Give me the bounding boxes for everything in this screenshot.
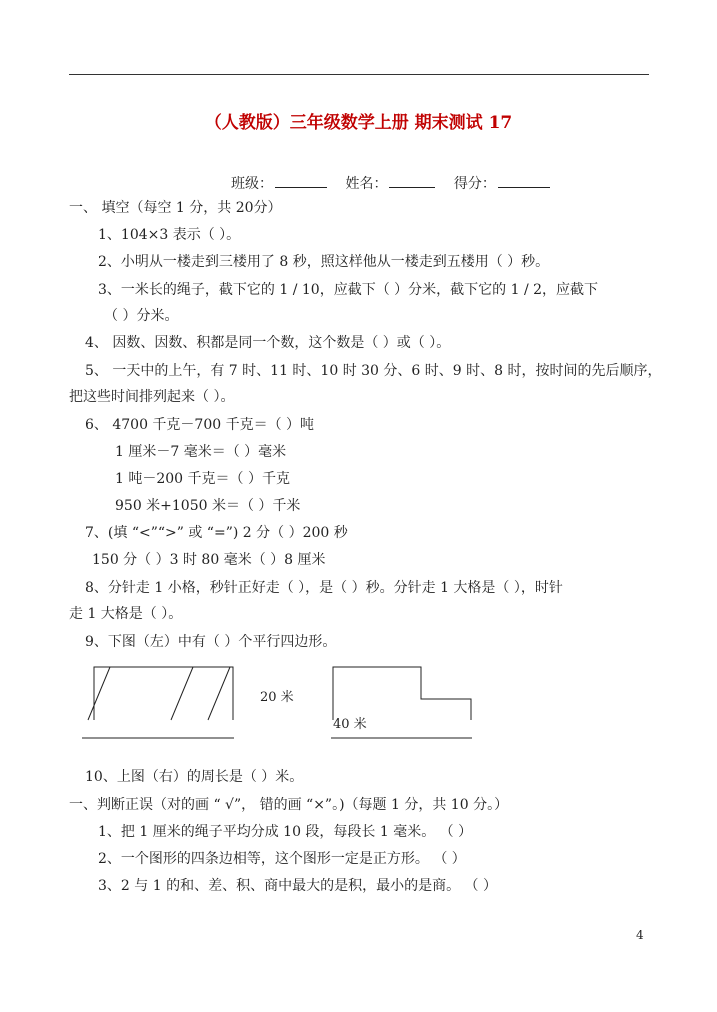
question-9-figures bbox=[80, 660, 480, 754]
question-5-line2: 把这些时间排列起来（ ）。 bbox=[69, 389, 235, 405]
figures-svg bbox=[80, 660, 480, 750]
section1-heading: 一、 填空（每空 1 分，共 20分） bbox=[69, 200, 282, 216]
question-6-line2: 1 厘米－7 毫米＝（ ）毫米 bbox=[115, 444, 287, 460]
score-label: 得分： bbox=[453, 176, 496, 192]
label-20m: 20 米 bbox=[260, 690, 294, 705]
question-8-line1: 8、分针走 1 小格，秒针正好走（ ），是（ ）秒。分针走 1 大格是（ ），时针 bbox=[85, 580, 563, 596]
diagonal-line-3 bbox=[208, 667, 230, 720]
question-5-line1: 5、 一天中的上午，有 7 时、11 时、10 时 30 分、6 时、9 时、8 时，按时间的先后顺序， bbox=[85, 363, 662, 379]
label-40m: 40 米 bbox=[333, 717, 367, 732]
parallelogram-figure bbox=[82, 667, 234, 738]
judge-2: 2、一个图形的四条边相等，这个图形一定是正方形。 （ ） bbox=[98, 851, 466, 867]
score-blank[interactable] bbox=[498, 172, 550, 188]
perimeter-outline bbox=[333, 667, 471, 720]
name-label: 姓名： bbox=[345, 176, 388, 192]
question-1: 1、104×3 表示（ ）。 bbox=[98, 227, 241, 243]
parallelogram-frame bbox=[94, 667, 233, 720]
question-3-line2: （ ）分米。 bbox=[104, 308, 179, 324]
question-2: 2、小明从一楼走到三楼用了 8 秒，照这样他从一楼走到五楼用（ ）秒。 bbox=[98, 254, 550, 270]
question-3-line1: 3、一米长的绳子，截下它的 1 / 10，应截下（ ）分米，截下它的 1 / 2，应截下 bbox=[98, 282, 599, 298]
question-6-line3: 1 吨－200 千克＝（ ）千克 bbox=[115, 471, 290, 487]
question-7-line2: 150 分（ ）3 时 80 毫米（ ）8 厘米 bbox=[92, 552, 326, 568]
question-8-line2: 走 1 大格是（ ）。 bbox=[69, 606, 183, 622]
diagonal-line-1 bbox=[88, 667, 110, 720]
page-number: 4 bbox=[636, 928, 644, 942]
question-9: 9、下图（左）中有（ ）个平行四边形。 bbox=[85, 634, 337, 650]
class-label: 班级： bbox=[231, 176, 273, 192]
section2-heading: 一、判断正误（对的画 “ √”， 错的画 “×”。)（每题 1 分，共 10 分。） bbox=[69, 797, 509, 813]
question-7-line1: 7、(填 “<”“>” 或 “=”) 2 分（ ）200 秒 bbox=[85, 525, 348, 541]
exam-title: （人教版）三年级数学上册 期末测试 17 bbox=[204, 113, 513, 133]
judge-1: 1、把 1 厘米的绳子平均分成 10 段，每段长 1 毫米。 （ ） bbox=[98, 824, 473, 840]
name-blank[interactable] bbox=[389, 172, 435, 188]
question-6-line1: 6、 4700 千克－700 千克＝（ ）吨 bbox=[85, 417, 315, 433]
judge-3: 3、2 与 1 的和、差、积、商中最大的是积，最小的是商。 （ ） bbox=[98, 878, 497, 894]
question-4: 4、 因数、因数、积都是同一个数，这个数是（ ）或（ ）。 bbox=[85, 335, 451, 351]
question-6-line4: 950 米+1050 米＝（ ）千米 bbox=[115, 498, 301, 514]
student-info-row bbox=[231, 172, 550, 194]
class-blank[interactable] bbox=[275, 172, 327, 188]
header-rule bbox=[69, 74, 649, 75]
diagonal-line-2 bbox=[171, 667, 193, 720]
question-10: 10、上图（右）的周长是（ ）米。 bbox=[85, 769, 304, 785]
